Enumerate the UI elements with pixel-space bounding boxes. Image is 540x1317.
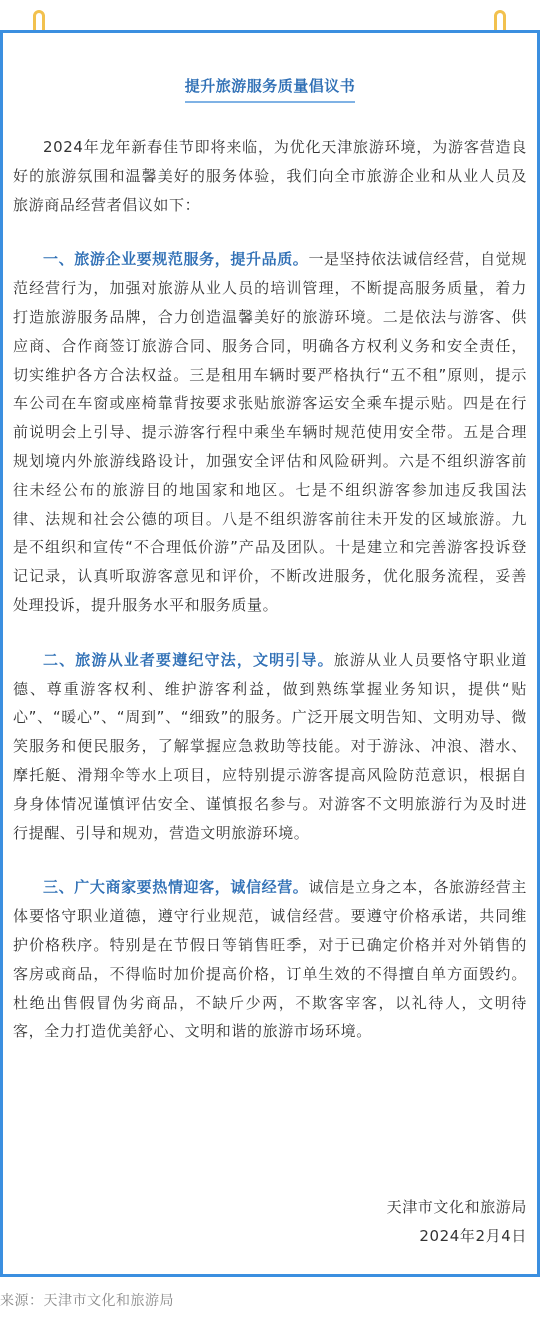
title-wrap: [3, 75, 537, 103]
section-1-heading: 一、旅游企业要规范服务，提升品质。: [43, 250, 309, 269]
section-3-paragraph: [13, 873, 527, 1046]
section-3-body: 诚信是立身之本，各旅游经营主体要恪守职业道德，遵守行业规范，诚信经营。要遵守价格承诺，共同维护价格秩序。特别是在节假日等销售旺季，对于已确定价格并对外销售的客房或商品，不得临时加价提高价格，订单生效的不得擅自单方面毁约。杜绝出售假冒伪劣商品，不缺斤少两，不欺客宰客，以礼待人，文明待客，全力打造优美舒心、文明和谐的旅游市场环境。: [13, 878, 528, 1041]
section-1-paragraph: [13, 245, 527, 619]
document-title: 提升旅游服务质量倡议书: [185, 75, 356, 103]
signature-date: 2024年2月4日: [419, 1227, 527, 1245]
section-3-heading: 三、广大商家要热情迎客，诚信经营。: [43, 878, 309, 897]
source-caption: 来源：天津市文化和旅游局: [0, 1293, 174, 1309]
intro-paragraph: 2024年龙年新春佳节即将来临，为优化天津旅游环境，为游客营造良好的旅游氛围和温馨美好的服务体验，我们向全市旅游企业和从业人员及旅游商品经营者倡议如下：: [13, 138, 527, 214]
section-2-paragraph: [13, 646, 527, 848]
section-1-body: 一是坚持依法诚信经营，自觉规范经营行为，加强对旅游从业人员的培训管理，不断提高服务质量，着力打造旅游服务品牌，合力创造温馨美好的旅游环境。二是依法与游客、供应商、合作商签订旅游合同、服务合同，明确各方权利义务和安全责任，切实维护各方合法权益。三是租用车辆时要严格执行“五不租”原则，提示车公司在车窗或座椅靠背按要求张贴旅游客运安全乘车提示贴。四是在行前说明会上引导、提示游客行程中乘坐车辆时规范使用安全带。五是合理规划境内外旅游线路设计，加强安全评估和风险研判。六是不组织游客前往未经公布的旅游目的地国家和地区。七是不组织游客参加违反我国法律、法规和社会公德的项目。八是不组织游客前往未开发的区域旅游。九是不组织和宣传“不合理低价游”产品及团队。十是建立和完善游客投诉登记记录，认真听取游客意见和评价，不断改进服务，优化服务流程，妥善处理投诉，提升服务水平和服务质量。: [13, 250, 528, 614]
document-body: [13, 133, 527, 1072]
signature-organization: 天津市文化和旅游局: [386, 1198, 527, 1216]
document-frame: [0, 30, 540, 1277]
section-2-heading: 二、旅游从业者要遵纪守法，文明引导。: [43, 650, 334, 669]
section-2-body: 旅游从业人员要恪守职业道德、尊重游客权利、维护游客利益，做到熟练掌握业务知识，提供“贴心”、“暖心”、“周到”、“细致”的服务。广泛开展文明告知、文明劝导、微笑服务和便民服务，了解掌握应急救助等技能。对于游泳、冲浪、潜水、摩托艇、滑翔伞等水上项目，应特别提示游客提高风险防范意识，根据自身身体情况谨慎评估安全、谨慎报名参与。对游客不文明旅游行为及时进行提醒、引导和规劝，营造文明旅游环境。: [13, 650, 527, 842]
